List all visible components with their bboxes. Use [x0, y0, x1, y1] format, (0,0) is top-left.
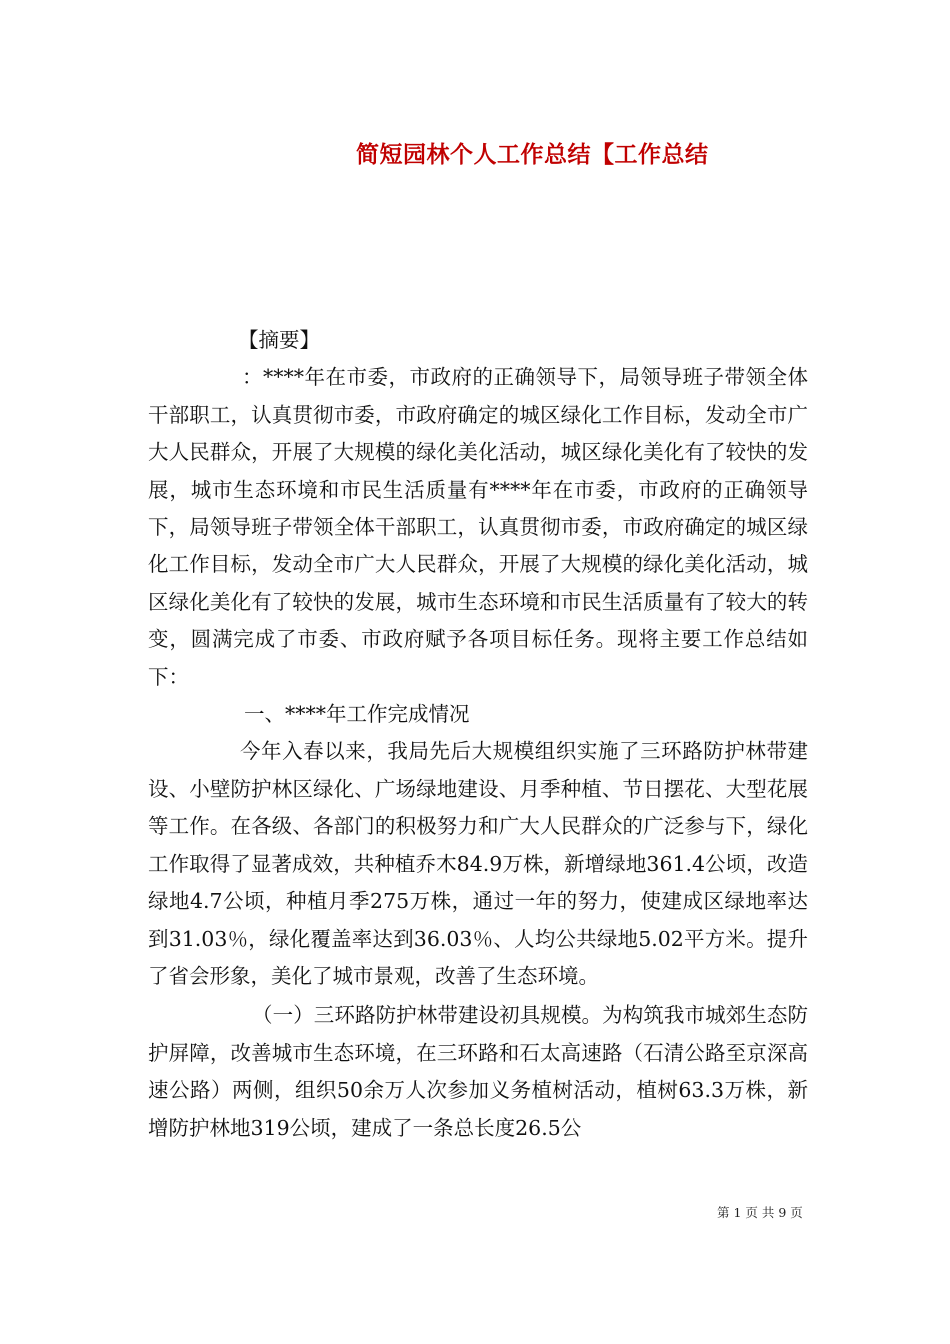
summary-paragraph: ：****年在市委，市政府的正确领导下，局领导班子带领全体干部职工，认真贯彻市委，市政府确定的城区绿化工作目标，发动全市广大人民群众，开展了大规模的绿化美化活动，城区绿化美化有了较快的发展，城市生态环境和市民生活质量有****年在市委，市政府的正确领导下，局领导班子带领全体干部职工，认真贯彻市委，市政府确定的城区绿化工作目标，发动全市广大人民群众，开展了大规模的绿化美化活动，城区绿化美化有了较快的发展，城市生态环境和市民生活质量有了较大的转变，圆满完成了市委、市政府赋予各项目标任务。现将主要工作总结如下： [148, 365, 808, 689]
summary-label: 【摘要】 [238, 328, 320, 352]
page-number: 第 1 页 共 9 页 [717, 1205, 803, 1220]
document-title: 简短园林个人工作总结【工作总结 [356, 141, 709, 168]
body-paragraph-1: 今年入春以来，我局先后大规模组织实施了三环路防护林带建设、小壁防护林区绿化、广场绿地建设、月季种植、节日摆花、大型花展等工作。在各级、各部门的积极努力和广大人民群众的广泛参与下，绿化工作取得了显著成效，共种植乔木84.9万株，新增绿地361.4公顷，改造绿地4.7公顷，种植月季275万株，通过一年的努力，使建成区绿地率达到31.03％，绿化覆盖率达到36.03％、人均公共绿地5.02平方米。提升了省会形象，美化了城市景观，改善了生态环境。 [148, 739, 808, 988]
body-paragraph-2: （一）三环路防护林带建设初具规模。为构筑我市城郊生态防护屏障，改善城市生态环境，在三环路和石太高速路（石清公路至京深高速公路）两侧，组织50余万人次参加义务植树活动，植树63.3万株，新增防护林地319公顷，建成了一条总长度26.5公 [148, 1003, 808, 1140]
document-body [148, 322, 808, 1147]
section-heading: 一、****年工作完成情况 [244, 702, 470, 727]
